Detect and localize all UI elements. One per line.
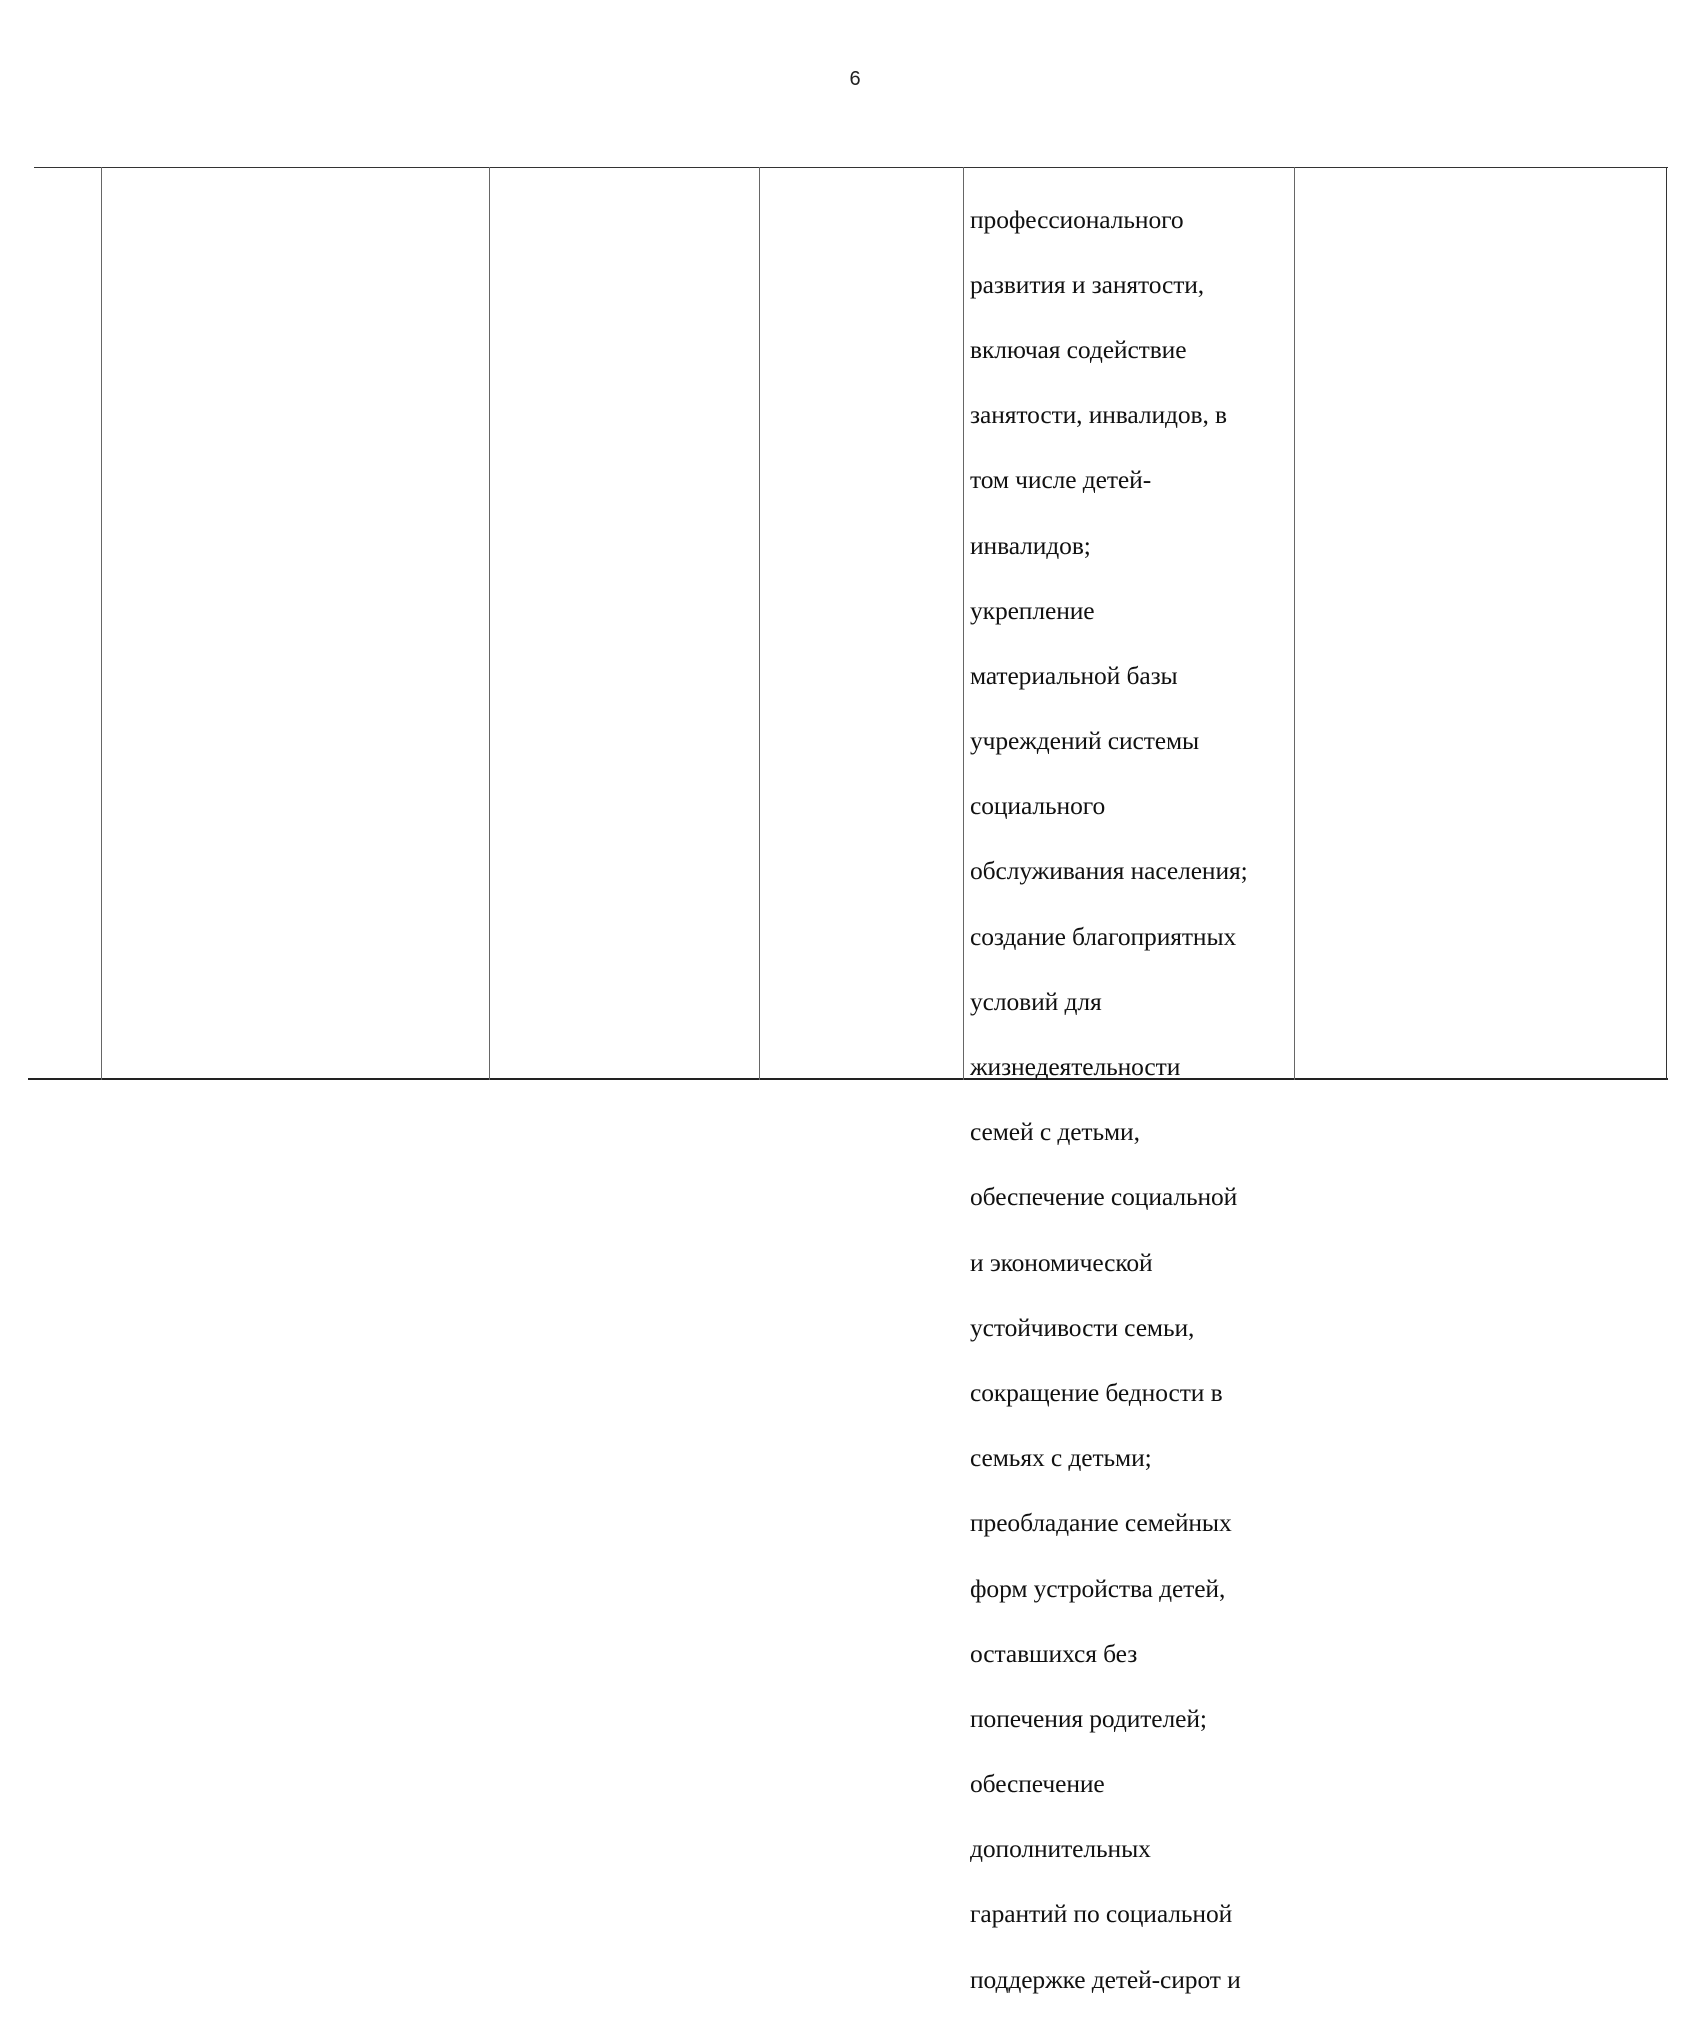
cell-text-line: материальной базы [970, 660, 1178, 690]
cell-text-line: условий для [970, 986, 1102, 1016]
cell-text-line: преобладание семейных [970, 1508, 1232, 1538]
cell-text-line: жизнедеятельности [970, 1052, 1181, 1082]
cell-text-line: оставшихся без [970, 1638, 1138, 1668]
cell-text-line: дополнительных [970, 1834, 1151, 1864]
cell-text-line: учреждений системы [970, 726, 1200, 756]
cell-text-line: попечения родителей; [970, 1703, 1207, 1733]
cell-text-line: инвалидов; [970, 530, 1091, 560]
column-divider-3 [759, 167, 760, 1080]
table-top-border [34, 167, 1668, 168]
column-divider-2 [489, 167, 490, 1080]
cell-text-line: укрепление [970, 595, 1095, 625]
cell-text-line: социального [970, 791, 1106, 821]
cell-text-line: профессионального [970, 204, 1184, 234]
cell-text-line: сокращение бедности в [970, 1377, 1223, 1407]
cell-text-line: гарантий по социальной [970, 1899, 1233, 1929]
cell-text-line: семьях с детьми; [970, 1443, 1152, 1473]
table-bottom-border [28, 1078, 1668, 1080]
cell-text-line: обслуживания населения; [970, 856, 1248, 886]
cell-text-line: форм устройства детей, [970, 1573, 1226, 1603]
table-cell-goals [970, 171, 1330, 2029]
cell-text-line: обеспечение социальной [970, 1182, 1238, 1212]
document-table [28, 167, 1668, 1994]
cell-text-line: развития и занятости, [970, 269, 1205, 299]
page-number: 6 [849, 68, 861, 90]
cell-text-line: том числе детей- [970, 465, 1152, 495]
cell-text-line: включая содействие [970, 334, 1187, 364]
column-divider-4 [963, 167, 964, 1080]
cell-text-line: устойчивости семьи, [970, 1312, 1195, 1342]
cell-text-line: поддержке детей-сирот и [970, 1964, 1241, 1994]
column-divider-1 [101, 167, 102, 1080]
table-right-border [1666, 167, 1667, 1080]
cell-text-line: и экономической [970, 1247, 1153, 1277]
cell-text-line: семей с детьми, [970, 1117, 1140, 1147]
cell-text-line: обеспечение [970, 1769, 1105, 1799]
cell-text-line: создание благоприятных [970, 921, 1237, 951]
cell-text-line: занятости, инвалидов, в [970, 400, 1227, 430]
